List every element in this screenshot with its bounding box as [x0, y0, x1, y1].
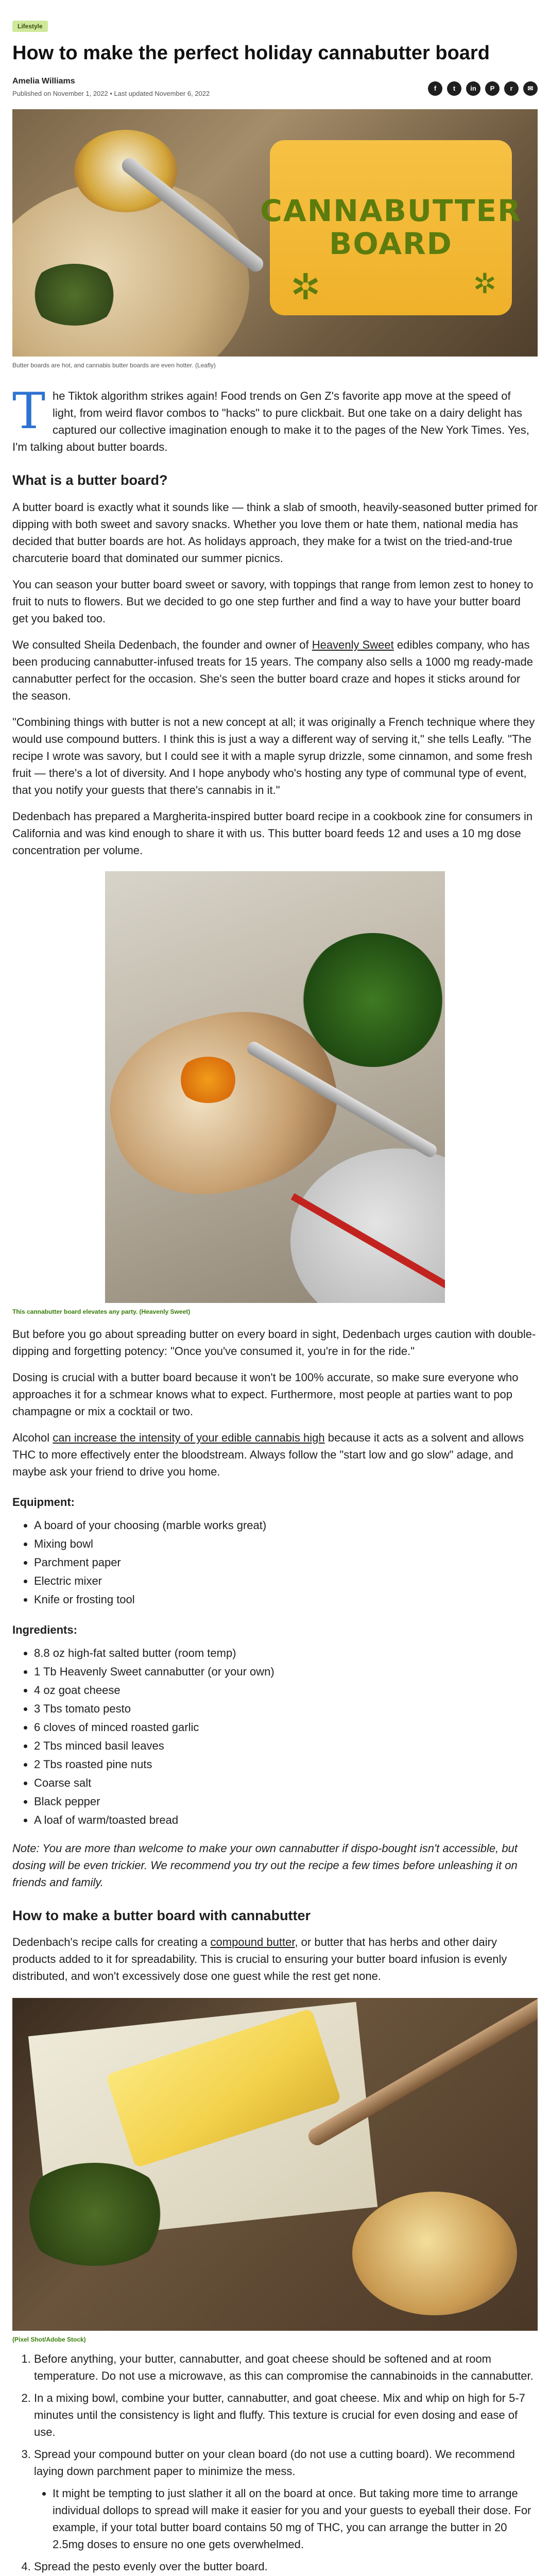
equipment-heading: Equipment: — [12, 1495, 75, 1509]
list-item: • Mixing bowl — [34, 1535, 538, 1552]
list-item: • Coarse salt — [34, 1774, 538, 1791]
cannabutter-board-photo — [105, 871, 445, 1303]
recipe-note: Note: You are more than welcome to make your own cannabutter if dispo-bought isn't accessible, but dosing will be even trickier. We recommend you try out the recipe a few times before unleashing it on friends and family. — [12, 1841, 518, 1889]
category-tag[interactable]: Lifestyle — [12, 21, 48, 32]
paragraph: Dosing is crucial with a butter board because it won't be 100% accurate, so make sure everyone who approaches it for a schmear knows what to expect. Furthermore, most people at parties want to pop champagne or mix a cocktail or two. — [12, 1370, 519, 1418]
paragraph-text: edibles company, who has been producing cannabutter-infused treats for 15 years. The company also sells a 1000 mg ready-made cannabutter perfect for the occasion. She's seen the butter board craze and hopes it sticks around for the season. — [12, 638, 533, 702]
edible-high-link[interactable]: can increase the intensity of your edible cannabis high — [53, 1431, 325, 1444]
step-item — [34, 2446, 538, 2553]
list-item: • Black pepper — [34, 1793, 538, 1810]
linkedin-icon[interactable]: in — [466, 81, 480, 96]
hero-sign — [260, 140, 522, 315]
photo-topping-shape — [177, 1057, 239, 1103]
list-item: • 4 oz goat cheese — [34, 1682, 538, 1699]
article-title: How to make the perfect holiday cannabutter board — [12, 42, 490, 64]
photo-plate-shape — [290, 1148, 445, 1303]
byline-text — [12, 76, 210, 99]
pinterest-icon[interactable]: P — [485, 81, 500, 96]
step-subnote: • It might be tempting to just slather it all on the board at once. But taking more time to arrange individual dollops to spread will make it easier for you and your guests to eyeball their dose. For example, if your total butter board contains 50 mg of THC, you can arrange the butter in 20 2.5mg doses to ensure no one gets overwhelmed. — [53, 2485, 538, 2553]
ingredients-heading: Ingredients: — [12, 1623, 77, 1636]
list-item: • 6 cloves of minced roasted garlic — [34, 1719, 538, 1736]
hero-herbs-shape — [28, 264, 121, 326]
list-item: • 3 Tbs tomato pesto — [34, 1700, 538, 1717]
step-subnote-list — [34, 2485, 538, 2553]
publish-dates: Published on November 1, 2022 • Last updated November 6, 2022 — [12, 90, 210, 98]
list-item: • Knife or frosting tool — [34, 1591, 538, 1608]
drop-cap: T — [12, 382, 46, 440]
hero-sign-line2: BOARD — [329, 226, 453, 261]
recipe-steps — [12, 2350, 538, 2576]
ingredients-list — [12, 1645, 538, 1828]
paragraph — [12, 1429, 538, 1480]
photo-caption: (Pixel Shot/Adobe Stock) — [12, 2336, 86, 2344]
facebook-icon[interactable]: f — [428, 81, 442, 96]
hero-image — [12, 109, 538, 357]
paragraph: A butter board is exactly what it sounds like — think a slab of smooth, heavily-seasoned butter primed for dipping with both sweet and savory snacks. Whether you love them or hate them, national media has decided that butter boards are hot. As holidays approach, they make for a twist on the tried-and-true charcuterie board that dominated our summer picnics. — [12, 500, 538, 565]
paragraph: But before you go about spreading butter on every board in sight, Dedenbach urges caution with double-dipping and forgetting potency: "Once you've consumed it, you're in for the ride." — [12, 1327, 536, 1358]
share-bar — [428, 81, 538, 96]
twitter-icon[interactable]: t — [447, 81, 461, 96]
email-icon[interactable]: ✉ — [523, 81, 538, 96]
intro — [12, 382, 538, 455]
step-text: Spread your compound butter on your clean board (do not use a cutting board). We recommend laying down parchment paper to minimize the mess. — [34, 2448, 515, 2478]
photo-herbs-shape — [18, 2163, 172, 2266]
butter-photo — [12, 1998, 538, 2331]
list-item: • 2 Tbs roasted pine nuts — [34, 1756, 538, 1773]
byline — [12, 76, 538, 99]
compound-butter-link[interactable]: compound butter — [210, 1936, 295, 1949]
section-heading-how-to: How to make a butter board with cannabutter — [12, 1907, 311, 1923]
paragraph-text: We consulted Sheila Dedenbach, the founder and owner of — [12, 638, 312, 651]
step-item: 1. Before anything, your butter, cannabutter, and goat cheese should be softened and at room temperature. Do not use a microwave, as this can compromise the cannabinoids in the cannabutter. — [34, 2350, 538, 2384]
photo-caption: This cannabutter board elevates any party. (Heavenly Sweet) — [12, 1308, 191, 1315]
cannabis-leaf-icon: ✲ — [290, 266, 321, 307]
paragraph-text: because it acts as a solvent and allows THC to more effectively enter the bloodstream. Always follow the "start low and go slow" adage, and maybe ask your friend to drive you home. — [12, 1431, 524, 1478]
cannabis-leaf-icon: ✲ — [473, 268, 496, 299]
step-item: 2. In a mixing bowl, combine your butter, cannabutter, and goat cheese. Mix and whip on high for 5-7 minutes until the consistency is light and fluffy. This texture is crucial for even dosing and ease of use. — [34, 2389, 538, 2441]
paragraph — [12, 636, 538, 704]
list-item: • 1 Tb Heavenly Sweet cannabutter (or your own) — [34, 1663, 538, 1680]
hero-caption: Butter boards are hot, and cannabis butter boards are even hotter. (Leafly) — [12, 361, 216, 369]
list-item: • A board of your choosing (marble works great) — [34, 1517, 538, 1534]
list-item: • Parchment paper — [34, 1554, 538, 1571]
paragraph-text: , or butter that has herbs and other dairy products added to it for spreadability. This is crucial to ensuring your butter board infusion is evenly distributed, and won't excessively dose one guest while the rest get none. — [12, 1936, 507, 1983]
paragraph-text: Alcohol — [12, 1431, 53, 1444]
author-name[interactable]: Amelia Williams — [12, 76, 75, 86]
list-item: • 2 Tbs minced basil leaves — [34, 1737, 538, 1754]
paragraph: Dedenbach has prepared a Margherita-inspired butter board recipe in a cookbook zine for consumers in California and was kind enough to share it with us. This butter board feeds 12 and uses a 10 mg dose concentration per volume. — [12, 809, 533, 857]
hero-sign-line1: CANNABUTTER — [260, 193, 522, 229]
intro-paragraph: he Tiktok algorithm strikes again! Food trends on Gen Z's favorite app move at the speed of light, from weird flavor combos to "hacks" to pure clickbait. But one take on a dairy delight has captured our collective imagination enough to make it to the pages of the New York Times. Yes, I'm talking about butter boards. — [12, 389, 529, 453]
heavenly-sweet-link[interactable]: Heavenly Sweet — [312, 638, 394, 651]
photo-potato-shape — [352, 2192, 517, 2315]
list-item: • 8.8 oz high-fat salted butter (room temp) — [34, 1645, 538, 1662]
quote-paragraph: "Combining things with butter is not a new concept at all; it was originally a French technique where they would use compound butters. I think this is just a way a different way of serving it," she tells Leafly. "The recipe I wrote was savory, but I could see it with a maple syrup drizzle, some cinnamon, and some fresh fruit — there's a lot of diversity. And I hope anybody who's hosting any type of communal type of event, that you notify your guests that there's cannabis in it." — [12, 715, 535, 796]
equipment-list — [12, 1517, 538, 1608]
paragraph — [12, 1934, 538, 1985]
reddit-icon[interactable]: r — [504, 81, 519, 96]
section-heading-what-is: What is a butter board? — [12, 472, 168, 488]
step-item: 4. Spread the pesto evenly over the butter board. — [34, 2558, 538, 2575]
list-item: • A loaf of warm/toasted bread — [34, 1811, 538, 1828]
paragraph-text: Dedenbach's recipe calls for creating a — [12, 1936, 211, 1949]
paragraph: You can season your butter board sweet or savory, with toppings that range from lemon zest to honey to fruit to nuts to flowers. But we decided to go one step further and find a way to have your butter board get you baked too. — [12, 578, 534, 625]
list-item: • Electric mixer — [34, 1572, 538, 1589]
photo-basil-shape — [301, 933, 445, 1067]
